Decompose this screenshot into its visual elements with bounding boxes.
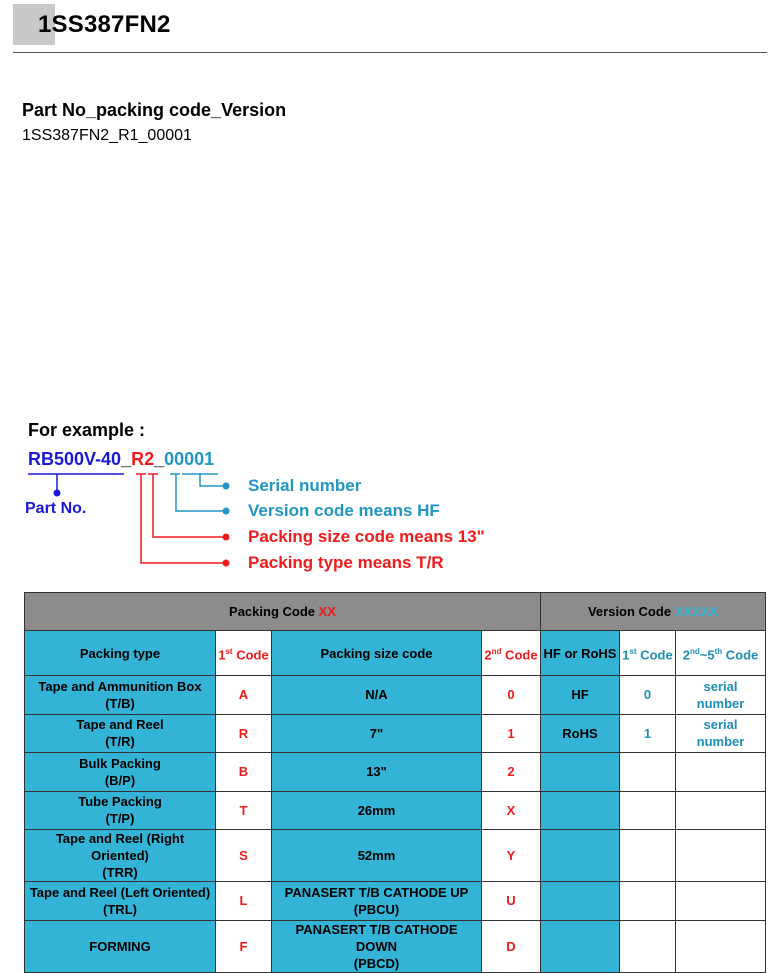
col-packing-size-code: Packing size code xyxy=(272,631,482,676)
cell-hf-rohs xyxy=(541,882,620,921)
cell-packing-size: 13" xyxy=(272,753,482,792)
cell-version-code xyxy=(620,920,676,972)
cell-second-code: 0 xyxy=(482,676,541,715)
table-row xyxy=(25,753,766,792)
cell-second-code: D xyxy=(482,920,541,972)
part-number-value: 1SS387FN2_R1_00001 xyxy=(22,127,192,144)
packing-code-table xyxy=(24,592,766,973)
cell-version-code xyxy=(620,753,676,792)
cell-serial xyxy=(676,753,766,792)
cell-packing-type: Bulk Packing (B/P) xyxy=(25,753,216,792)
annotation-serial: Serial number xyxy=(248,476,362,495)
annotation-packing-size: Packing size code means 13" xyxy=(248,527,485,546)
cell-packing-size: PANASERT T/B CATHODE UP (PBCU) xyxy=(272,882,482,921)
table-row xyxy=(25,714,766,753)
cell-packing-type: Tape and Reel (Right Oriented) (TRR) xyxy=(25,830,216,882)
cell-first-code: T xyxy=(216,791,272,830)
cell-hf-rohs xyxy=(541,753,620,792)
annotation-packing-type: Packing type means T/R xyxy=(248,553,444,572)
cell-hf-rohs xyxy=(541,830,620,882)
cell-packing-size: PANASERT T/B CATHODE DOWN (PBCD) xyxy=(272,920,482,972)
col-first-code: 1st Code xyxy=(216,631,272,676)
cell-packing-type: Tape and Reel (T/R) xyxy=(25,714,216,753)
page-title: 1SS387FN2 xyxy=(38,11,171,38)
cell-packing-type: FORMING xyxy=(25,920,216,972)
cell-first-code: B xyxy=(216,753,272,792)
packing-code-title: Packing Code XX xyxy=(25,593,541,631)
cell-first-code: L xyxy=(216,882,272,921)
table-row xyxy=(25,920,766,972)
cell-first-code: R xyxy=(216,714,272,753)
cell-serial: serial number xyxy=(676,714,766,753)
table-header-row xyxy=(25,631,766,676)
col-version-first-code: 1st Code xyxy=(620,631,676,676)
version-code-title: Version Code XXXXX xyxy=(541,593,766,631)
cell-first-code: S xyxy=(216,830,272,882)
cell-version-code: 1 xyxy=(620,714,676,753)
part-number-label: Part No_packing code_Version xyxy=(22,100,287,120)
example-packing: R2 xyxy=(131,449,155,469)
example-version: 00001 xyxy=(164,449,215,469)
example-sep-2: _ xyxy=(154,449,165,469)
table-row xyxy=(25,830,766,882)
table-row xyxy=(25,791,766,830)
col-hf-or-rohs: HF or RoHS xyxy=(541,631,620,676)
cell-hf-rohs xyxy=(541,920,620,972)
cell-hf-rohs xyxy=(541,791,620,830)
cell-packing-type: Tube Packing (T/P) xyxy=(25,791,216,830)
cell-second-code: U xyxy=(482,882,541,921)
cell-first-code: A xyxy=(216,676,272,715)
cell-serial xyxy=(676,920,766,972)
col-packing-type: Packing type xyxy=(25,631,216,676)
annotation-version: Version code means HF xyxy=(248,501,440,520)
cell-serial xyxy=(676,791,766,830)
col-second-code: 2nd Code xyxy=(482,631,541,676)
cell-version-code xyxy=(620,882,676,921)
cell-hf-rohs: RoHS xyxy=(541,714,620,753)
cell-packing-size: 52mm xyxy=(272,830,482,882)
example-sep-1: _ xyxy=(121,449,132,469)
cell-version-code xyxy=(620,830,676,882)
cell-serial xyxy=(676,882,766,921)
cell-second-code: Y xyxy=(482,830,541,882)
cell-first-code: F xyxy=(216,920,272,972)
example-label: For example : xyxy=(28,420,146,440)
cell-packing-size: N/A xyxy=(272,676,482,715)
table-title-row xyxy=(25,593,766,631)
cell-packing-type: Tape and Ammunition Box (T/B) xyxy=(25,676,216,715)
cell-second-code: 1 xyxy=(482,714,541,753)
cell-second-code: 2 xyxy=(482,753,541,792)
cell-packing-size: 7" xyxy=(272,714,482,753)
example-part: RB500V-40 xyxy=(28,449,122,469)
table-row xyxy=(25,676,766,715)
cell-hf-rohs: HF xyxy=(541,676,620,715)
table-row xyxy=(25,882,766,921)
cell-second-code: X xyxy=(482,791,541,830)
part-no-label: Part No. xyxy=(25,500,87,517)
cell-packing-size: 26mm xyxy=(272,791,482,830)
cell-version-code: 0 xyxy=(620,676,676,715)
cell-serial xyxy=(676,830,766,882)
cell-serial: serial number xyxy=(676,676,766,715)
cell-packing-type: Tape and Reel (Left Oriented) (TRL) xyxy=(25,882,216,921)
cell-version-code xyxy=(620,791,676,830)
col-version-range-code: 2nd~5th Code xyxy=(676,631,766,676)
